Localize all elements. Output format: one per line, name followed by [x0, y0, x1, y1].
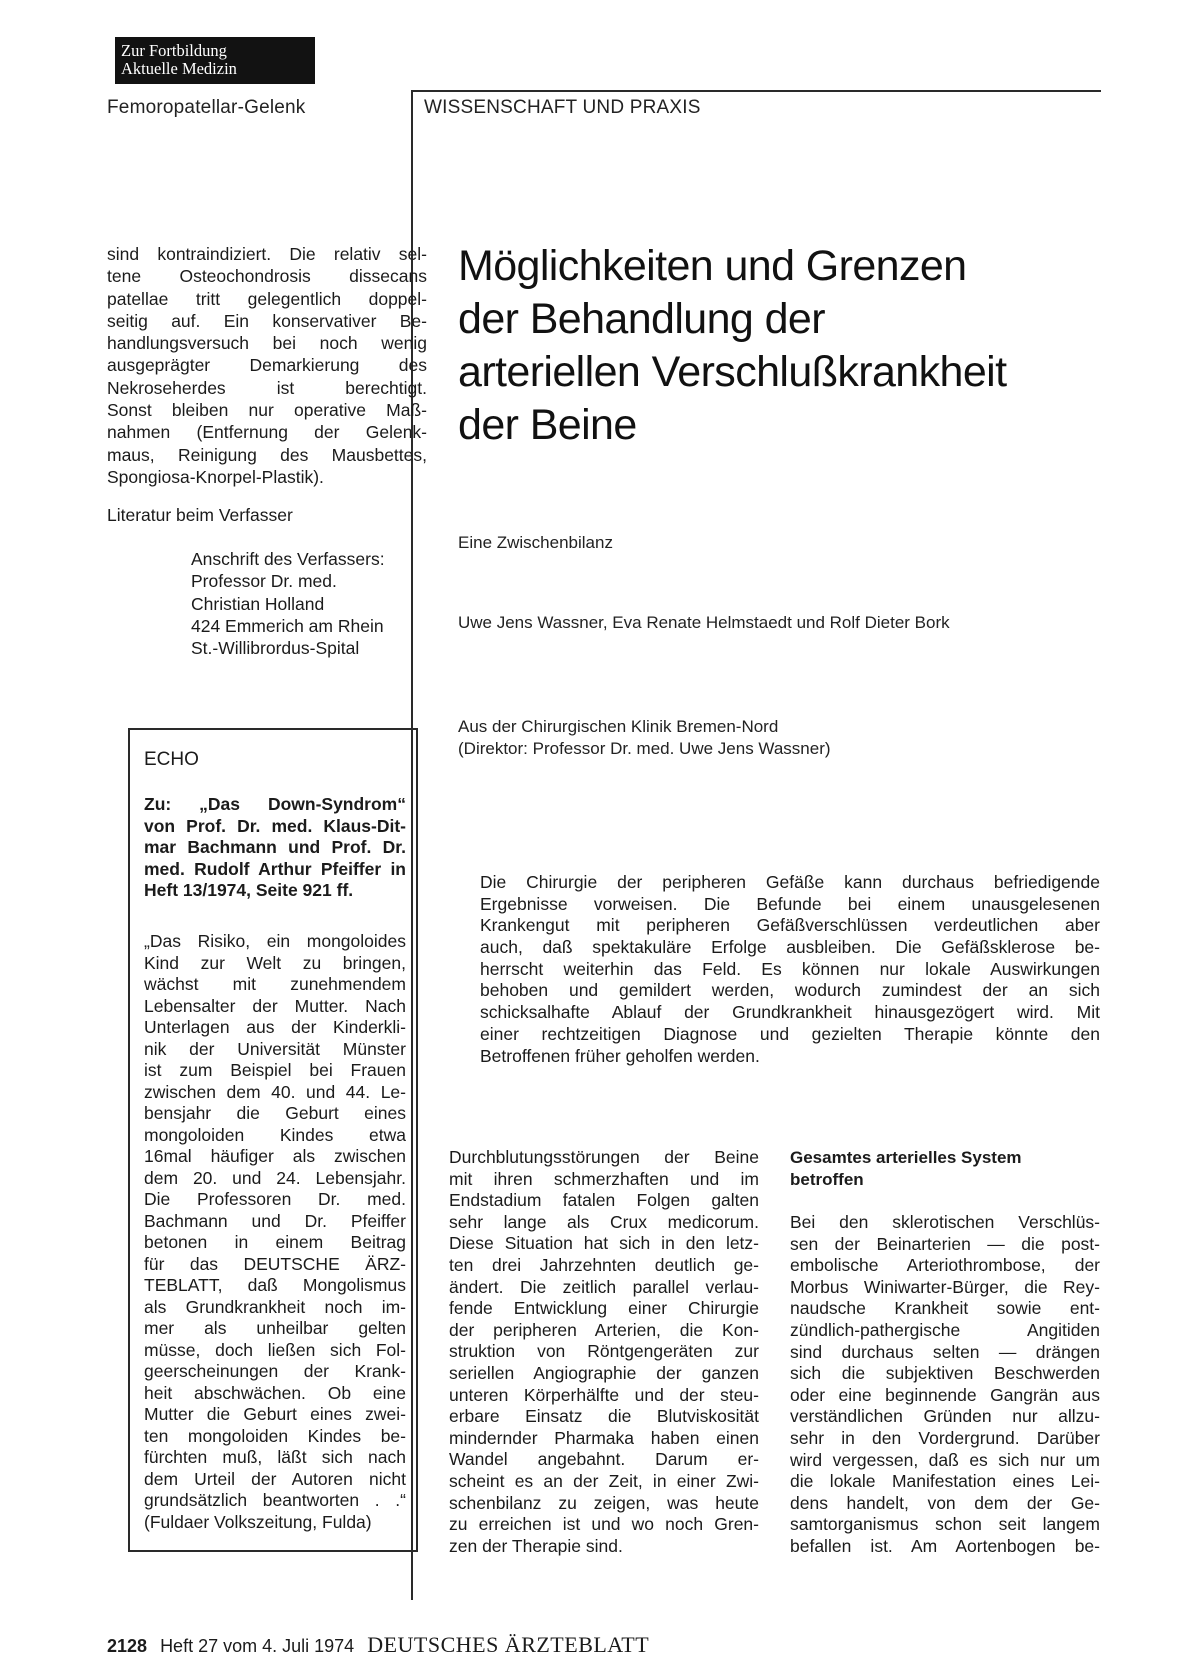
- quote-line: fürchten muß, läßt sich nach: [144, 1447, 406, 1467]
- quote-line: ist zum Beispiel bei Frauen: [144, 1060, 406, 1080]
- body-line: die lokale Manifestation eines Lei-: [790, 1471, 1100, 1492]
- quote-line: (Fuldaer Volkszeitung, Fulda): [144, 1511, 372, 1532]
- body-column-2: [790, 1212, 1100, 1558]
- section-heading-line2: betroffen: [790, 1169, 864, 1189]
- body-line: erbare Einsatz die Blutviskosität: [449, 1406, 759, 1427]
- body-line: scheint es an der Zeit, in einer Zwi-: [449, 1470, 759, 1491]
- body-line: sehr lange als Crux medicorum.: [449, 1211, 759, 1232]
- title-line: Möglichkeiten und Grenzen: [458, 242, 967, 290]
- left-column-text: [107, 243, 427, 488]
- echo-quote: [144, 931, 406, 1533]
- reference-line: von Prof. Dr. med. Klaus-Dit-: [144, 815, 406, 836]
- header-rule: [411, 90, 1101, 92]
- body-line: Diese Situation hat sich in den letz-: [449, 1233, 759, 1254]
- address-line: Christian Holland: [191, 593, 325, 614]
- body-line: Bei den sklerotischen Verschlüs-: [790, 1212, 1100, 1232]
- body-line: sich die subjektiven Beschwerden: [790, 1363, 1100, 1384]
- text-line: handlungsversuch bei noch wenig: [107, 333, 427, 354]
- quote-line: geerscheinungen der Krank-: [144, 1361, 406, 1381]
- title-line: arteriellen Verschlußkrankheit: [458, 348, 1007, 396]
- article-authors: Uwe Jens Wassner, Eva Renate Helmstaedt und Rolf Dieter Bork: [458, 613, 950, 632]
- body-line: Durchblutungsstörungen der Beine: [449, 1147, 759, 1167]
- text-line: Nekroseherdes ist berechtigt.: [107, 377, 427, 398]
- text-line: Sonst bleiben nur operative Maß-: [107, 400, 427, 421]
- quote-line: mongoloiden Kindes etwa: [144, 1124, 406, 1145]
- body-line: sind durchaus selten — drängen: [790, 1341, 1100, 1362]
- body-line: sen der Beinarterien — die post-: [790, 1233, 1100, 1254]
- body-line: zen der Therapie sind.: [449, 1535, 623, 1556]
- quote-line: 16mal häufiger als zwischen: [144, 1146, 406, 1166]
- quote-line: bensjahr die Geburt eines: [144, 1103, 406, 1123]
- quote-line: Lebensalter der Mutter. Nach: [144, 995, 406, 1016]
- text-line: sind kontraindiziert. Die relativ sel-: [107, 244, 427, 264]
- running-header-right: WISSENSCHAFT UND PRAXIS: [424, 97, 701, 118]
- literature-note: Literatur beim Verfasser: [107, 505, 293, 525]
- echo-reference: [144, 794, 406, 902]
- text-line: Spongiosa-Knorpel-Plastik).: [107, 466, 324, 487]
- reference-line: Heft 13/1974, Seite 921 ff.: [144, 880, 354, 900]
- abstract-line: schicksalhafte Ablauf der Grundkrankheit hinausgezögert wird. Mit: [480, 1002, 1100, 1023]
- quote-line: für das DEUTSCHE ÄRZ-: [144, 1253, 406, 1274]
- body-line: schenbilanz zu zeigen, was heute: [449, 1492, 759, 1513]
- quote-line: grundsätzlich beantworten . .“: [144, 1490, 406, 1510]
- quote-line: Unterlagen aus der Kinderkli-: [144, 1017, 406, 1037]
- body-line: mit ihren schmerzhaften und im: [449, 1168, 759, 1189]
- abstract-line: behoben und gemildert werden, wodurch zumindest der an sich: [480, 980, 1100, 1001]
- body-line: sehr in den Vordergrund. Darüber: [790, 1427, 1100, 1448]
- abstract-line: Krankengut mit peripheren Gefäßverschlüssen verdeutlichen aber: [480, 915, 1100, 936]
- page-number: 2128: [107, 1636, 148, 1656]
- quote-line: Die Professoren Dr. med.: [144, 1189, 406, 1209]
- quote-line: als Grundkrankheit noch im-: [144, 1296, 406, 1317]
- text-line: ausgeprägter Demarkierung des: [107, 355, 427, 376]
- title-line: der Beine: [458, 401, 637, 449]
- quote-line: dem Urteil der Autoren nicht: [144, 1468, 406, 1489]
- text-line: maus, Reinigung des Mausbettes,: [107, 444, 427, 465]
- body-line: zündlich-pathergische Angitiden: [790, 1319, 1100, 1340]
- page-footer: [107, 1632, 649, 1658]
- quote-line: mer als unheilbar gelten: [144, 1318, 406, 1338]
- issue-info: Heft 27 vom 4. Juli 1974: [160, 1636, 355, 1656]
- quote-line: dem 20. und 24. Lebensjahr.: [144, 1167, 406, 1188]
- abstract-line: auch, daß spektakuläre Erfolge ausbleiben. Die Gefäßsklerose be-: [480, 937, 1100, 958]
- text-line: seitig auf. Ein konservativer Be-: [107, 310, 427, 331]
- body-line: verständlichen Gründen nur allzu-: [790, 1406, 1100, 1427]
- body-line: dens handelt, von dem der Ge-: [790, 1492, 1100, 1513]
- section-tag-line2: Aktuelle Medizin: [121, 59, 237, 78]
- quote-line: zwischen dem 40. und 44. Le-: [144, 1081, 406, 1102]
- body-line: Endstadium fatalen Folgen galten: [449, 1190, 759, 1211]
- abstract-line: Betroffenen früher geholfen werden.: [480, 1045, 760, 1066]
- section-tag-line1: Zur Fortbildung: [121, 41, 227, 60]
- article-abstract: [480, 872, 1100, 1067]
- body-line: zu erreichen ist und wo noch Gren-: [449, 1514, 759, 1535]
- abstract-line: Die Chirurgie der peripheren Gefäße kann durchaus befriedigende: [480, 872, 1100, 892]
- running-header-left: Femoropatellar-Gelenk: [107, 97, 306, 118]
- body-line: naudsche Krankheit sowie ent-: [790, 1298, 1100, 1319]
- magazine-name: DEUTSCHES ÄRZTEBLATT: [367, 1632, 650, 1657]
- body-column-1: [449, 1147, 759, 1557]
- body-line: seriellen Angiographie der ganzen: [449, 1362, 759, 1383]
- title-line: der Behandlung der: [458, 295, 825, 343]
- article-subtitle: Eine Zwischenbilanz: [458, 533, 613, 552]
- quote-line: Bachmann und Dr. Pfeiffer: [144, 1210, 406, 1231]
- affiliation-line1: Aus der Chirurgischen Klinik Bremen-Nord: [458, 717, 779, 736]
- body-line: ten drei Jahrzehnten deutlich ge-: [449, 1254, 759, 1275]
- body-line: unteren Körperhälfte und der steu-: [449, 1384, 759, 1405]
- text-line: patellae tritt gelegentlich doppel-: [107, 288, 427, 309]
- address-line: St.-Willibrordus-Spital: [191, 638, 360, 659]
- quote-line: nik der Universität Münster: [144, 1038, 406, 1059]
- quote-line: wächst mit zunehmendem: [144, 974, 406, 994]
- address-line: 424 Emmerich am Rhein: [191, 615, 384, 636]
- text-line: tene Osteochondrosis dissecans: [107, 266, 427, 287]
- quote-line: heit abschwächen. Ob eine: [144, 1382, 406, 1403]
- reference-line: mar Bachmann und Prof. Dr.: [144, 837, 406, 857]
- quote-line: müsse, doch ließen sich Fol-: [144, 1339, 406, 1360]
- address-line: Anschrift des Verfassers:: [191, 549, 385, 569]
- body-line: fende Entwicklung einer Chirurgie: [449, 1298, 759, 1319]
- body-line: embolische Arteriothrombose, der: [790, 1255, 1100, 1276]
- quote-line: Kind zur Welt zu bringen,: [144, 952, 406, 973]
- article-title: [458, 240, 1098, 452]
- section-heading-line1: Gesamtes arterielles System: [790, 1148, 1022, 1167]
- body-line: oder eine beginnende Gangrän aus: [790, 1384, 1100, 1405]
- section-heading: [790, 1147, 1022, 1190]
- quote-line: Mutter die Geburt eines zwei-: [144, 1404, 406, 1424]
- quote-line: TEBLATT, daß Mongolismus: [144, 1275, 406, 1295]
- quote-line: „Das Risiko, ein mongoloides: [144, 931, 406, 951]
- abstract-line: einer rechtzeitigen Diagnose und gezielten Therapie könnte den: [480, 1023, 1100, 1044]
- abstract-line: herrscht weiterhin das Feld. Es können nur lokale Auswirkungen: [480, 958, 1100, 979]
- quote-line: betonen in einem Beitrag: [144, 1232, 406, 1252]
- echo-heading: ECHO: [144, 749, 199, 770]
- body-line: struktion von Röntgengeräten zur: [449, 1341, 759, 1362]
- abstract-line: Ergebnisse vorweisen. Die Befunde bei einem unausgelesenen: [480, 893, 1100, 914]
- body-line: wird vergessen, daß es sich nur um: [790, 1449, 1100, 1470]
- body-line: befallen ist. Am Aortenbogen be-: [790, 1535, 1100, 1556]
- body-line: Wandel angebahnt. Darum er-: [449, 1449, 759, 1470]
- body-line: der peripheren Arterien, die Kon-: [449, 1319, 759, 1340]
- reference-line: med. Rudolf Arthur Pfeiffer in: [144, 858, 406, 879]
- address-line: Professor Dr. med.: [191, 571, 337, 592]
- body-line: samtorganismus schon seit langem: [790, 1514, 1100, 1535]
- author-address: [191, 548, 385, 659]
- body-line: ändert. Die zeitlich parallel verlau-: [449, 1276, 759, 1297]
- section-tag: [115, 37, 315, 84]
- body-line: Morbus Winiwarter-Bürger, die Rey-: [790, 1276, 1100, 1297]
- body-line: mindernder Pharmaka haben einen: [449, 1427, 759, 1448]
- text-line: nahmen (Entfernung der Gelenk-: [107, 422, 427, 443]
- reference-line: Zu: „Das Down-Syndrom“: [144, 794, 406, 814]
- quote-line: ten mongoloiden Kindes be-: [144, 1425, 406, 1446]
- affiliation-line2: (Direktor: Professor Dr. med. Uwe Jens Wassner): [458, 739, 831, 758]
